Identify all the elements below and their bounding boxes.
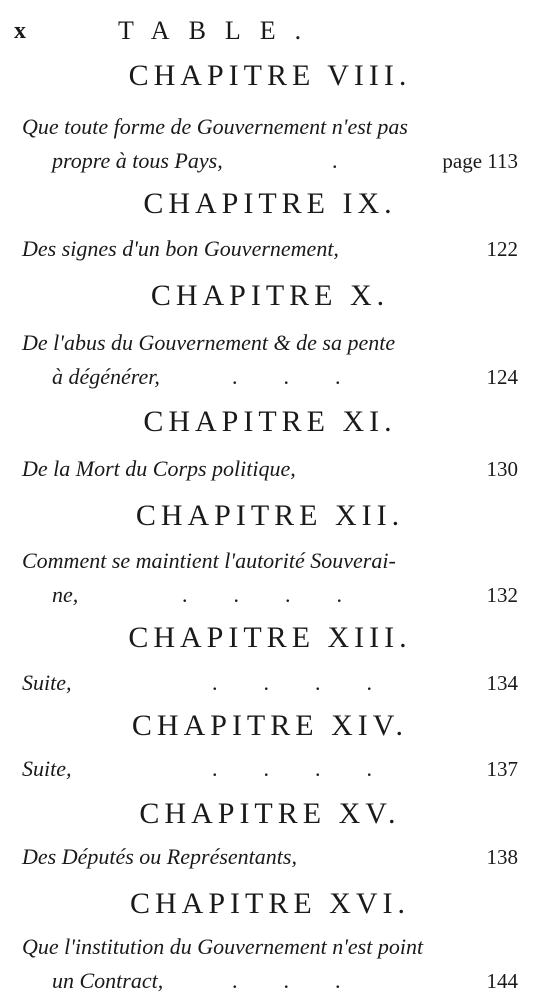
- leader-dots: ....: [182, 582, 388, 607]
- page-number: 137: [486, 757, 518, 781]
- entry-text: un Contract,: [52, 968, 164, 993]
- page-number: 138: [486, 845, 518, 869]
- chapter-heading: CHAPITRE X.: [150, 279, 390, 312]
- page-number: 124: [486, 365, 518, 389]
- toc-entry: [22, 666, 518, 700]
- entry-text: Suite,: [22, 756, 72, 781]
- entry-line: [22, 326, 518, 360]
- page-number: 130: [486, 457, 518, 481]
- entry-text: Des Députés ou Représentants,: [22, 844, 297, 869]
- toc-entry: [22, 840, 518, 874]
- entry-text: propre à tous Pays,: [52, 148, 223, 173]
- toc-entry: [22, 452, 518, 486]
- chapter-heading: CHAPITRE XIV.: [131, 709, 409, 742]
- leader-dots: .: [332, 148, 384, 173]
- entry-line: [22, 666, 518, 700]
- chapter-heading: CHAPITRE IX.: [143, 187, 397, 220]
- entry-line: [22, 232, 518, 266]
- entry-text: De la Mort du Corps politique,: [22, 456, 296, 481]
- toc-entry: [22, 110, 518, 178]
- entry-line: [22, 144, 518, 178]
- running-title: TABLE.: [118, 16, 321, 45]
- leader-dots: ...: [232, 968, 387, 993]
- leader-dots: ...: [232, 364, 387, 389]
- page-number: page 113: [442, 149, 518, 173]
- page-number: 144: [486, 969, 518, 993]
- page-number: 134: [486, 671, 518, 695]
- leader-dots: ....: [212, 756, 418, 781]
- entry-line: [22, 840, 518, 874]
- toc-entry: [22, 930, 518, 998]
- page-number: 122: [486, 237, 518, 261]
- page-number: 132: [486, 583, 518, 607]
- entry-line: [22, 110, 518, 144]
- entry-text: De l'abus du Gouvernement & de sa pente: [22, 330, 396, 355]
- entry-line: [22, 360, 518, 394]
- entry-text: Que toute forme de Gouvernement n'est pas: [22, 114, 408, 139]
- toc-entry: [22, 752, 518, 786]
- entry-line: [22, 578, 518, 612]
- chapter-heading: CHAPITRE XV.: [139, 797, 401, 830]
- chapter-heading: CHAPITRE XI.: [143, 405, 397, 438]
- running-head: [0, 14, 540, 48]
- entry-text: Comment se maintient l'autorité Souverai-: [22, 548, 396, 573]
- toc-entry: [22, 544, 518, 612]
- entry-line: [22, 452, 518, 486]
- entry-text: Que l'institution du Gouvernement n'est point: [22, 934, 424, 959]
- leader-dots: ....: [212, 670, 418, 695]
- chapter-heading: CHAPITRE XII.: [135, 499, 405, 532]
- entry-line: [22, 930, 518, 964]
- entry-text: Des signes d'un bon Gouvernement,: [22, 236, 339, 261]
- toc-entry: [22, 326, 518, 394]
- chapter-heading: CHAPITRE XIII.: [128, 621, 412, 654]
- chapter-heading: CHAPITRE XVI.: [130, 887, 410, 920]
- entry-line: [22, 752, 518, 786]
- entry-line: [22, 964, 518, 998]
- entry-line: [22, 544, 518, 578]
- chapter-heading: CHAPITRE VIII.: [128, 59, 412, 92]
- entry-text: Suite,: [22, 670, 72, 695]
- folio-number: x: [14, 18, 26, 44]
- entry-text: ne,: [52, 582, 79, 607]
- entry-text: à dégénérer,: [52, 364, 160, 389]
- toc-entry: [22, 232, 518, 266]
